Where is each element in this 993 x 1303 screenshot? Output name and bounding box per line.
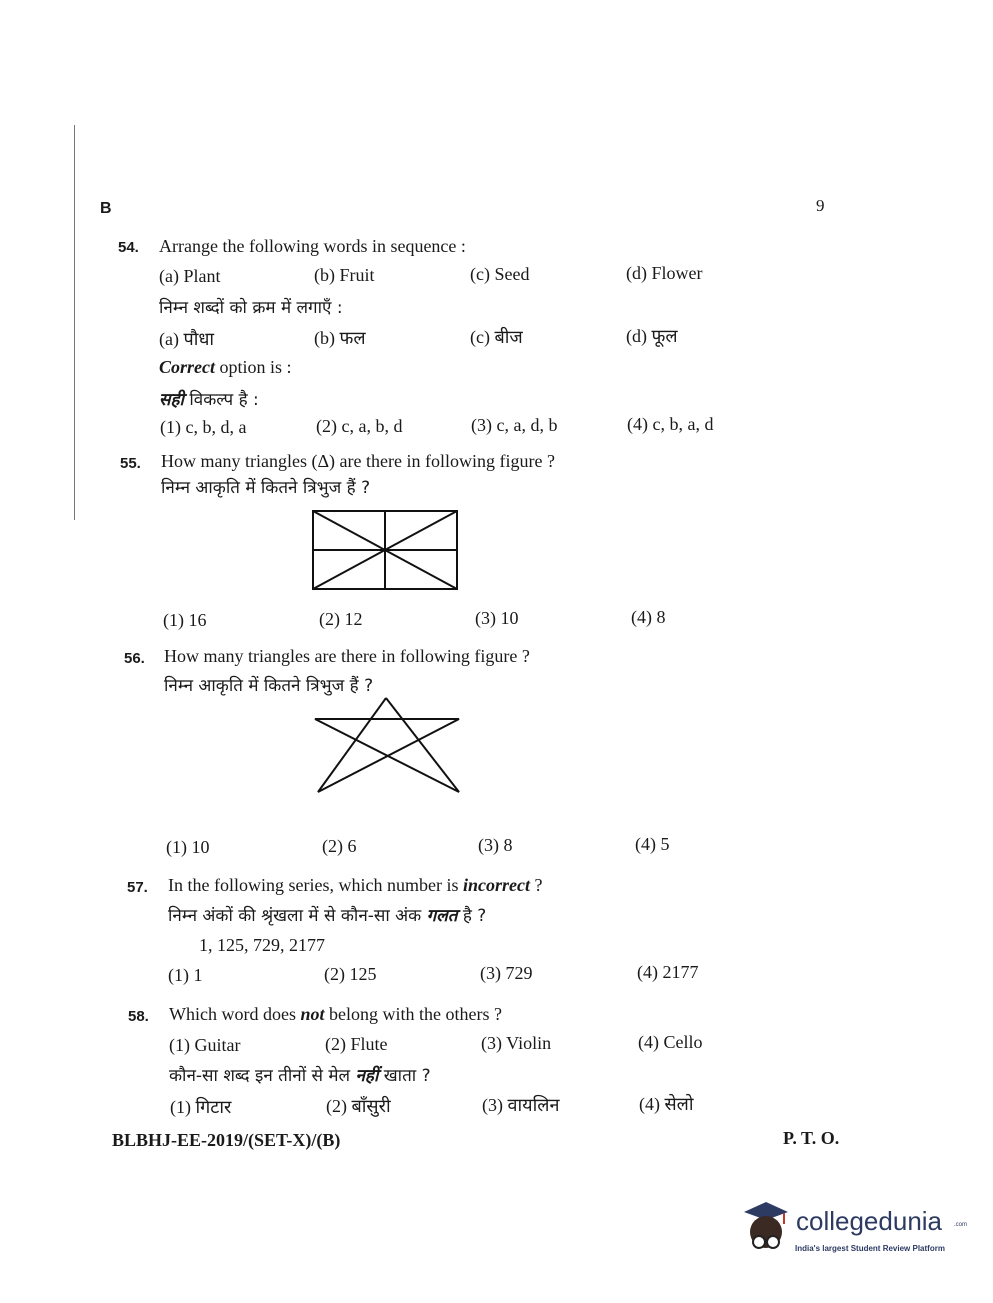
- page-number: 9: [816, 196, 825, 215]
- prompt-rest: विकल्प है :: [183, 390, 259, 410]
- prompt-rest: option is :: [215, 357, 292, 377]
- text-part: ?: [529, 875, 543, 895]
- option: (4) सेलो: [639, 1094, 694, 1114]
- question-text: Arrange the following words in sequence :: [159, 236, 466, 256]
- word-hi: (b) फल: [314, 328, 366, 348]
- option: (3) Violin: [481, 1033, 552, 1053]
- margin-rule: [74, 125, 75, 520]
- text-part: belong with the others ?: [324, 1004, 502, 1024]
- emphasis: incorrect: [462, 875, 530, 895]
- mascot-icon: [736, 1198, 796, 1254]
- option: (4) 2177: [637, 962, 699, 982]
- option: (1) 10: [166, 837, 210, 857]
- word-en: (d) Flower: [626, 263, 703, 283]
- option: (3) c, a, d, b: [471, 415, 558, 435]
- option: (2) बाँसुरी: [326, 1096, 391, 1116]
- watermark-tagline: India's largest Student Review Platform: [795, 1244, 945, 1253]
- option: (1) 16: [163, 610, 207, 630]
- word-hi: (c) बीज: [470, 327, 523, 347]
- option: (1) Guitar: [169, 1035, 241, 1055]
- option: (3) 10: [475, 608, 519, 628]
- question-text: How many triangles (Δ) are there in following figure ?: [161, 451, 555, 471]
- option: (2) c, a, b, d: [316, 416, 403, 436]
- word-hi: (a) पौधा: [159, 329, 215, 349]
- question-number: 58.: [128, 1008, 149, 1025]
- question-number: 54.: [118, 239, 139, 256]
- rectangle-triangles-figure: [312, 510, 458, 590]
- correct-option-prompt-hindi: [159, 387, 259, 410]
- question-number: 57.: [127, 879, 148, 896]
- question-text-hindi: निम्न आकृति में कितने त्रिभुज हैं ?: [161, 478, 371, 498]
- emphasis: नहीं: [355, 1066, 379, 1086]
- emphasis: not: [300, 1004, 325, 1024]
- question-text-hindi: निम्न आकृति में कितने त्रिभुज हैं ?: [164, 676, 374, 696]
- emphasis: सही: [159, 390, 184, 410]
- question-number: 56.: [124, 650, 145, 667]
- pto-label: P. T. O.: [783, 1128, 840, 1148]
- question-text-hindi: निम्न शब्दों को क्रम में लगाएँ :: [159, 298, 343, 318]
- option: (4) Cello: [638, 1032, 703, 1052]
- emphasis: गलत: [426, 906, 458, 926]
- correct-option-prompt: [159, 357, 292, 378]
- text-part: कौन-सा शब्द इन तीनों से मेल: [169, 1066, 356, 1086]
- question-text: How many triangles are there in following figure ?: [164, 646, 530, 666]
- text-part: निम्न अंकों की श्रृंखला में से कौन-सा अंक: [168, 906, 427, 926]
- option: (3) वायलिन: [482, 1095, 560, 1115]
- question-text: [169, 1004, 502, 1025]
- option: (2) 12: [319, 609, 363, 629]
- word-en: (a) Plant: [159, 266, 221, 286]
- text-part: खाता ?: [378, 1066, 431, 1086]
- text-part: In the following series, which number is: [168, 875, 463, 895]
- option: (1) गिटार: [170, 1097, 232, 1117]
- question-text: [168, 875, 542, 896]
- option: (1) c, b, d, a: [160, 417, 247, 437]
- word-hi: (d) फूल: [626, 326, 678, 346]
- option: (1) 1: [168, 965, 203, 985]
- star-figure: [314, 697, 462, 795]
- question-text-hindi: [169, 1063, 431, 1086]
- option: (4) c, b, a, d: [627, 414, 714, 434]
- option: (4) 5: [635, 834, 670, 854]
- option: (2) 6: [322, 836, 357, 856]
- text-part: है ?: [457, 906, 487, 926]
- option: (3) 729: [480, 963, 533, 983]
- emphasis: Correct: [159, 357, 215, 377]
- watermark-tld: .com: [954, 1222, 968, 1228]
- word-en: (c) Seed: [470, 264, 530, 284]
- option: (4) 8: [631, 607, 666, 627]
- set-code: B: [100, 200, 112, 217]
- question-number: 55.: [120, 455, 141, 472]
- option: (2) 125: [324, 964, 377, 984]
- word-en: (b) Fruit: [314, 265, 375, 285]
- option: (2) Flute: [325, 1034, 388, 1054]
- paper-code: BLBHJ-EE-2019/(SET-X)/(B): [112, 1130, 341, 1150]
- text-part: Which word does: [169, 1004, 301, 1024]
- question-text-hindi: [168, 903, 486, 926]
- option: (3) 8: [478, 835, 513, 855]
- watermark-name: collegedunia: [796, 1206, 943, 1236]
- number-series: 1, 125, 729, 2177: [199, 935, 325, 955]
